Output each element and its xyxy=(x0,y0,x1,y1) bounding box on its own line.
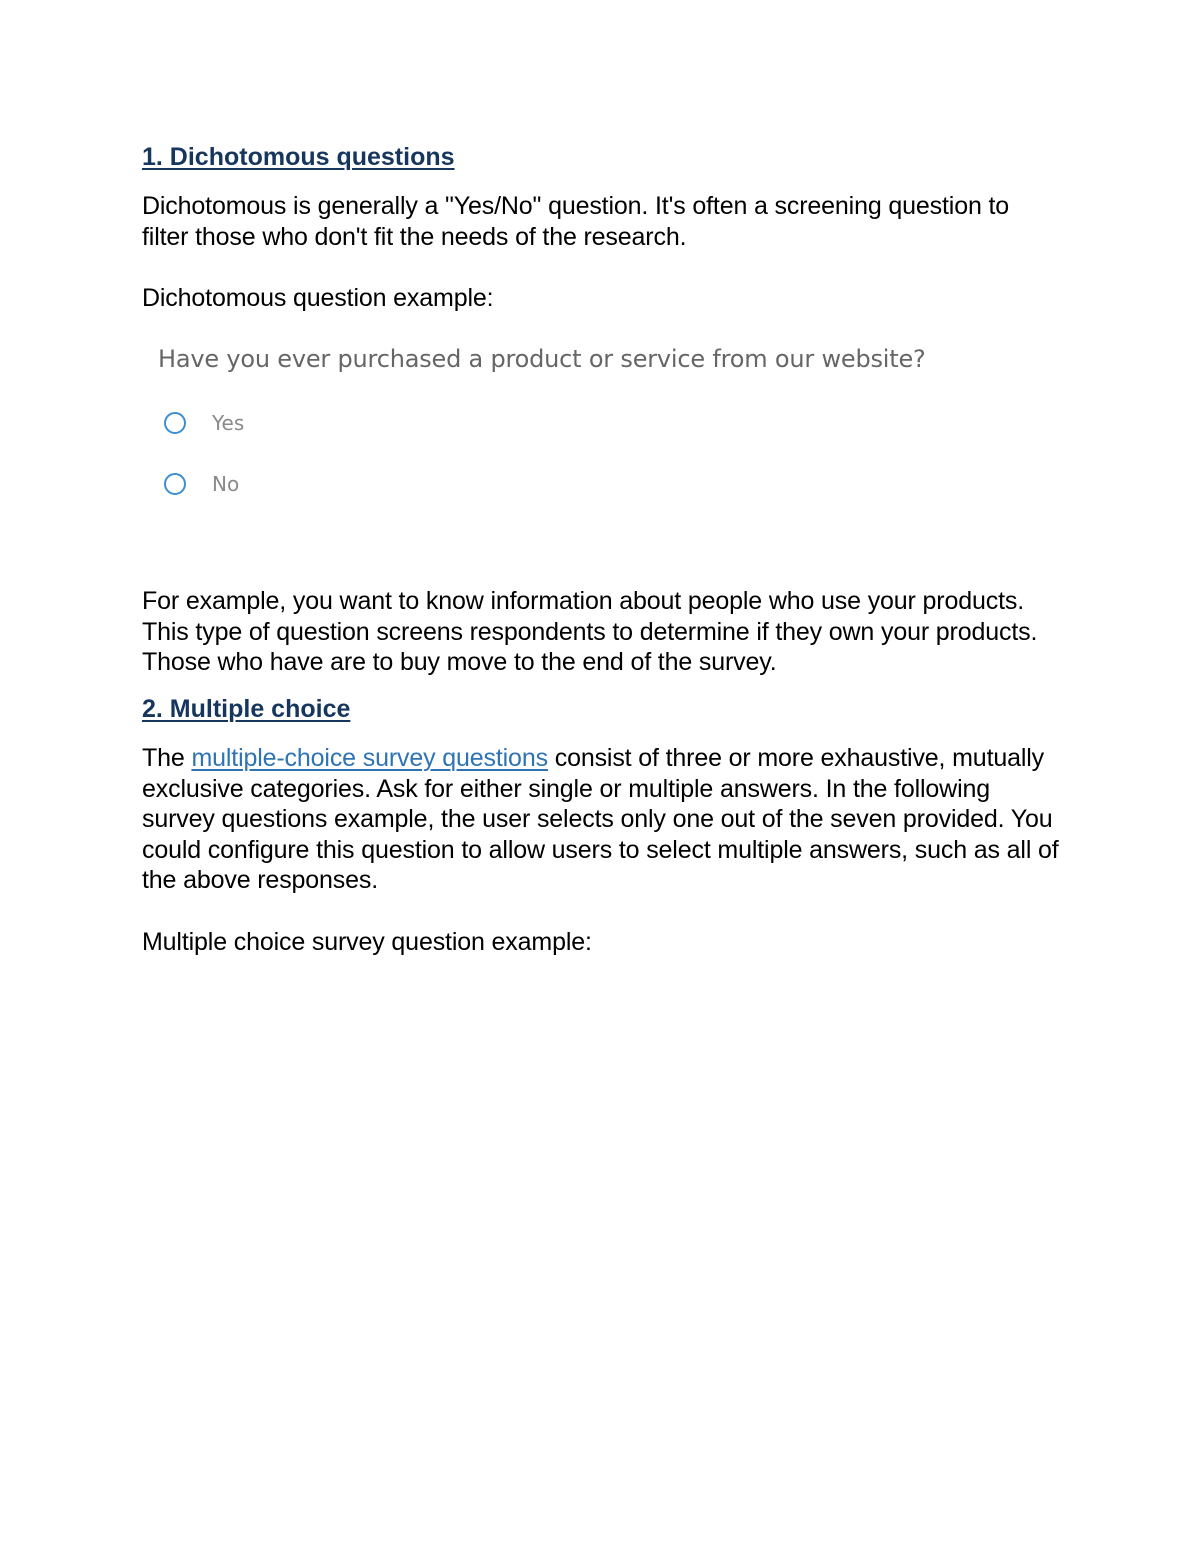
section-2-heading: 2. Multiple choice xyxy=(142,695,351,723)
section-1-intro-paragraph: Dichotomous is generally a "Yes/No" question. It's often a screening question to filter those who don't fit the needs of the research. xyxy=(142,192,1010,251)
dichotomous-survey-example xyxy=(150,338,950,518)
multiple-choice-link[interactable]: multiple-choice survey questions xyxy=(191,744,548,772)
radio-button-icon[interactable] xyxy=(164,473,186,495)
section-1-followup-paragraph: For example, you want to know information about people who use your products. This type of question screens respondents to determine if they own your products. Those who have are to buy move to the end of the survey. xyxy=(142,587,1038,676)
para-prefix-text: The xyxy=(142,744,192,772)
survey-option-label: Yes xyxy=(212,411,245,435)
survey-option-yes[interactable] xyxy=(164,408,244,438)
survey-question-text: Have you ever purchased a product or service from our website? xyxy=(158,345,926,373)
section-1-heading: 1. Dichotomous questions xyxy=(142,143,455,171)
section-2-example-label: Multiple choice survey question example: xyxy=(142,928,592,956)
radio-button-icon[interactable] xyxy=(164,412,186,434)
survey-option-no[interactable] xyxy=(164,469,239,499)
section-1-example-label: Dichotomous question example: xyxy=(142,284,494,312)
section-2-intro-paragraph xyxy=(142,743,1062,896)
survey-option-label: No xyxy=(212,472,240,496)
para-suffix-text: consist of three or more exhaustive, mutually exclusive categories. Ask for either single or multiple answers. In the following survey questions example, the user selects only one out of the seven provided. You could configure this question to allow users to select multiple answers, such as all of the above responses. xyxy=(142,744,1059,894)
